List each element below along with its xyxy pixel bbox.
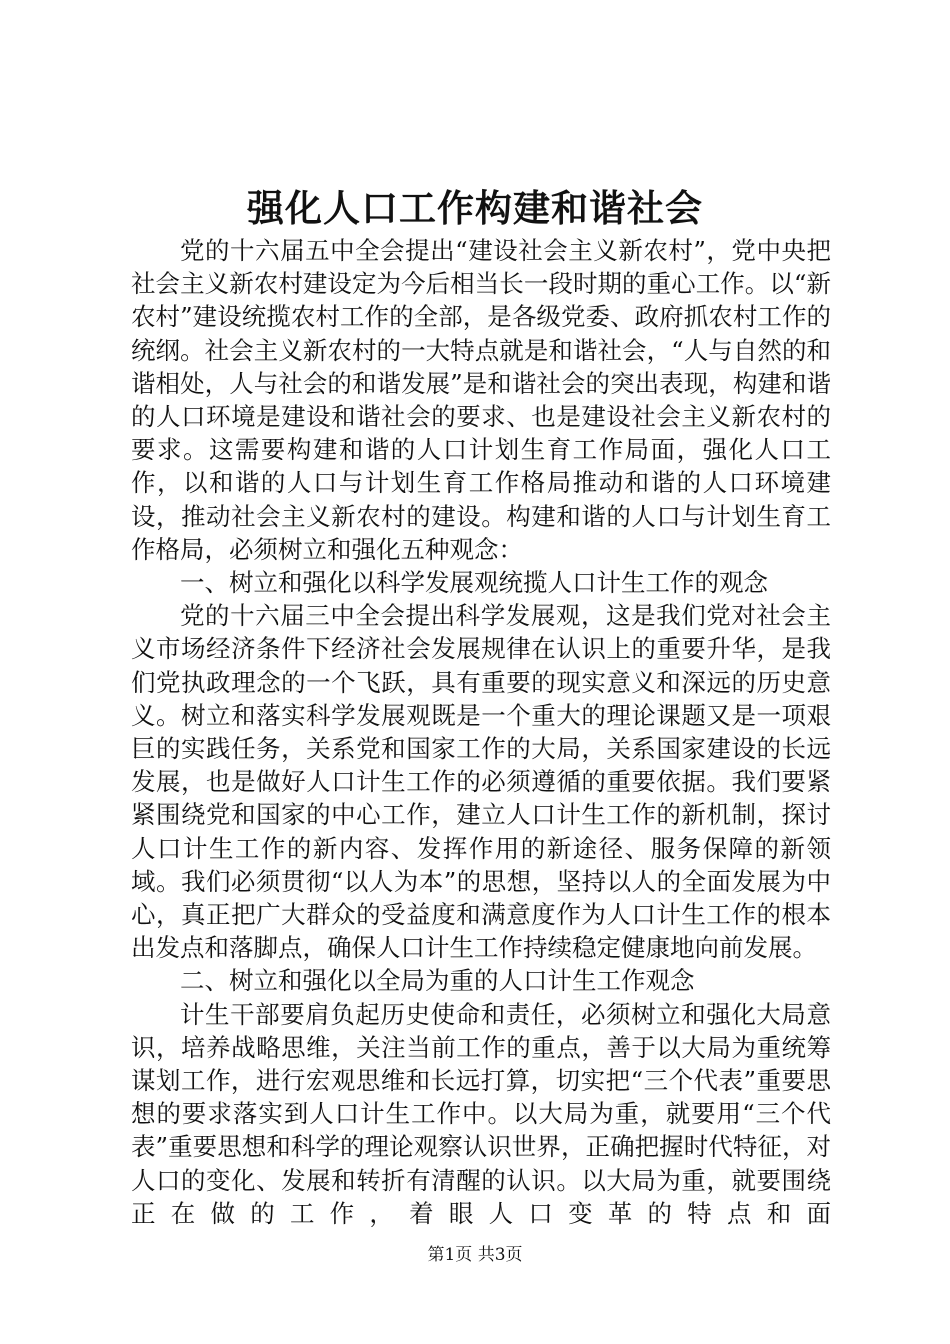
section-heading-2: 二、树立和强化以全局为重的人口计生工作观念 <box>180 966 695 996</box>
paragraph-section-1: 党的十六届三中全会提出科学发展观，这是我们党对社会主义市场经济条件下经济社会发展规律在认识上的重要升华，是我们党执政理念的一个飞跃，具有重要的现实意义和深远的历史意义。树立和落实科学发展观既是一个重大的理论课题又是一项艰巨的实践任务，关系党和国家工作的大局，关系国家建设的长远发展，也是做好人口计生工作的必须遵循的重要依据。我们要紧紧围绕党和国家的中心工作，建立人口计生工作的新机制，探讨人口计生工作的新内容、发挥作用的新途径、服务保障的新领域。我们必须贯彻“以人为本”的思想，坚持以人的全面发展为中心，真正把广大群众的受益度和满意度作为人口计生工作的根本出发点和落脚点，确保人口计生工作持续稳定健康地向前发展。 <box>131 601 831 963</box>
section-heading-1: 一、树立和强化以科学发展观统揽人口计生工作的观念 <box>180 568 768 598</box>
page-number-footer: 第1页 共3页 <box>427 1245 523 1265</box>
paragraph-section-2: 计生干部要肩负起历史使命和责任，必须树立和强化大局意识，培养战略思维，关注当前工作的重点，善于以大局为重统筹谋划工作，进行宏观思维和长远打算，切实把“三个代表”重要思想的要求落实到人口计生工作中。以大局为重，就要用“三个代表”重要思想和科学的理论观察认识世界，正确把握时代特征，对人口的变化、发展和转折有清醒的认识。以大局为重，就要围绕正在做的工作，着眼人口变革的特点和面 <box>131 999 831 1228</box>
document-body <box>131 234 831 1230</box>
document-title: 强化人口工作构建和谐社会 <box>247 186 703 230</box>
paragraph-intro: 党的十六届五中全会提出“建设社会主义新农村”，党中央把社会主义新农村建设定为今后相当长一段时期的重心工作。以“新农村”建设统揽农村工作的全部，是各级党委、政府抓农村工作的统纲。社会主义新农村的一大特点就是和谐社会，“人与自然的和谐相处，人与社会的和谐发展”是和谐社会的突出表现，构建和谐的人口环境是建设和谐社会的要求、也是建设社会主义新农村的要求。这需要构建和谐的人口计划生育工作局面，强化人口工作，以和谐的人口与计划生育工作格局推动和谐的人口环境建设，推动社会主义新农村的建设。构建和谐的人口与计划生育工作格局，必须树立和强化五种观念： <box>131 236 831 564</box>
